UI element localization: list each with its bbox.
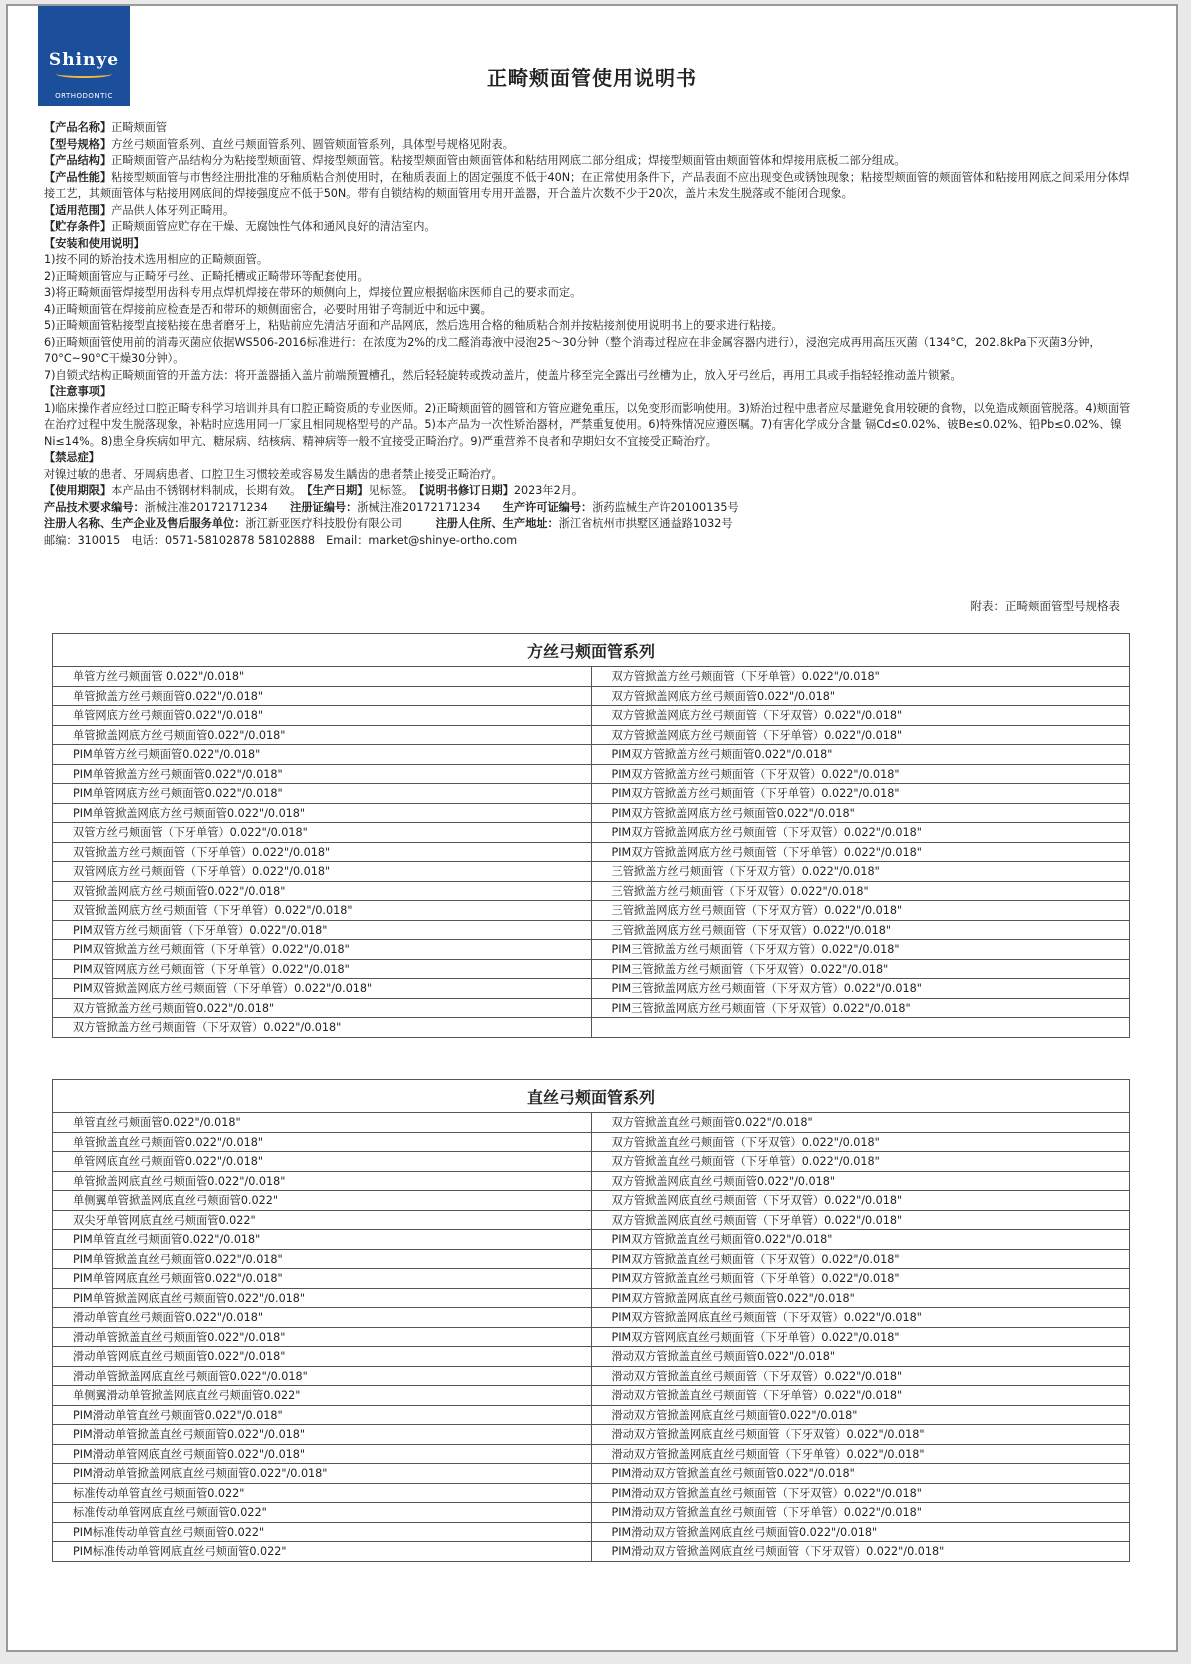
table-cell: 滑动单管掀盖网底直丝弓颊面管0.022"/0.018" <box>53 1366 592 1386</box>
table-cell: PIM滑动单管掀盖直丝弓颊面管0.022"/0.018" <box>53 1425 592 1445</box>
table-cell: 双尖牙单管网底直丝弓颊面管0.022" <box>53 1210 592 1230</box>
logo-brand: Shinye <box>48 50 120 70</box>
table-row <box>53 1522 1130 1542</box>
table-cell: 双管网底方丝弓颊面管（下牙单管）0.022"/0.018" <box>53 862 592 882</box>
table-row <box>53 842 1130 862</box>
table-cell: PIM标准传动单管直丝弓颊面管0.022" <box>53 1522 592 1542</box>
table-cell: PIM双方管网底直丝弓颊面管（下牙单管）0.022"/0.018" <box>591 1327 1130 1347</box>
table-cell <box>591 1018 1130 1038</box>
table-cell: PIM双管方丝弓颊面管（下牙单管）0.022"/0.018" <box>53 920 592 940</box>
shinye-logo <box>38 6 130 106</box>
table-cell: PIM双方管掀盖直丝弓颊面管（下牙单管）0.022"/0.018" <box>591 1269 1130 1289</box>
table-cell: PIM双管网底方丝弓颊面管（下牙单管）0.022"/0.018" <box>53 959 592 979</box>
table-row <box>53 1503 1130 1523</box>
table-cell: PIM单管网底直丝弓颊面管0.022"/0.018" <box>53 1269 592 1289</box>
table-cell: PIM双方管掀盖网底方丝弓颊面管（下牙单管）0.022"/0.018" <box>591 842 1130 862</box>
table-cell: 双管掀盖网底方丝弓颊面管0.022"/0.018" <box>53 881 592 901</box>
table-cell: 滑动双方管掀盖直丝弓颊面管（下牙双管）0.022"/0.018" <box>591 1366 1130 1386</box>
table-row <box>53 1113 1130 1133</box>
table-row <box>53 706 1130 726</box>
table-row <box>53 1171 1130 1191</box>
table-cell: 双管方丝弓颊面管（下牙单管）0.022"/0.018" <box>53 823 592 843</box>
table-cell: PIM三管掀盖网底方丝弓颊面管（下牙双方管）0.022"/0.018" <box>591 979 1130 999</box>
table-cell: PIM滑动双方管掀盖网底直丝弓颊面管0.022"/0.018" <box>591 1522 1130 1542</box>
table-cell: 单管方丝弓颊面管 0.022"/0.018" <box>53 667 592 687</box>
table-cell: 单管网底直丝弓颊面管0.022"/0.018" <box>53 1152 592 1172</box>
contra-heading: 【禁忌症】 <box>44 451 100 464</box>
table-cell: 单管掀盖网底直丝弓颊面管0.022"/0.018" <box>53 1171 592 1191</box>
appendix-caption: 附表：正畸颊面管型号规格表 <box>970 599 1120 613</box>
table-cell: 双方管掀盖网底直丝弓颊面管0.022"/0.018" <box>591 1171 1130 1191</box>
table-row <box>53 998 1130 1018</box>
section-structure: 【产品结构】正畸颊面管产品结构分为粘接型颊面管、焊接型颊面管。粘接型颊面管由颊面管体和粘结用网底二部分组成；焊接型颊面管由颊面管体和焊接用底板二部分组成。 <box>44 154 906 167</box>
table-row <box>53 881 1130 901</box>
table-cell: 双方管掀盖直丝弓颊面管0.022"/0.018" <box>591 1113 1130 1133</box>
table-row <box>53 1444 1130 1464</box>
table-cell: 双方管掀盖方丝弓颊面管0.022"/0.018" <box>53 998 592 1018</box>
install-item: 3)将正畸颊面管焊接型用齿科专用点焊机焊接在带环的颊侧向上，焊接位置应根据临床医师自己的要求而定。 <box>44 286 582 299</box>
table-cell: 双方管掀盖直丝弓颊面管（下牙双管）0.022"/0.018" <box>591 1132 1130 1152</box>
table-row <box>53 1152 1130 1172</box>
table-cell: PIM标准传动单管网底直丝弓颊面管0.022" <box>53 1542 592 1562</box>
table-row <box>53 1366 1130 1386</box>
table-cell: 滑动双方管掀盖直丝弓颊面管0.022"/0.018" <box>591 1347 1130 1367</box>
table-row <box>53 823 1130 843</box>
table-row <box>53 725 1130 745</box>
table-row <box>53 979 1130 999</box>
table-cell: 滑动双方管掀盖直丝弓颊面管（下牙单管）0.022"/0.018" <box>591 1386 1130 1406</box>
table-cell: PIM双方管掀盖网底直丝弓颊面管0.022"/0.018" <box>591 1288 1130 1308</box>
table-cell: PIM三管掀盖方丝弓颊面管（下牙双管）0.022"/0.018" <box>591 959 1130 979</box>
notes-heading: 【注意事项】 <box>44 385 112 398</box>
table-cell: 三管掀盖网底方丝弓颊面管（下牙双管）0.022"/0.018" <box>591 920 1130 940</box>
section-model: 【型号规格】方丝弓颊面管系列、直丝弓颊面管系列、圆管颊面管系列，具体型号规格见附表。 <box>44 137 514 151</box>
table-cell: 滑动单管掀盖直丝弓颊面管0.022"/0.018" <box>53 1327 592 1347</box>
table-row <box>53 1210 1130 1230</box>
table-row <box>53 920 1130 940</box>
table-cell: 单管直丝弓颊面管0.022"/0.018" <box>53 1113 592 1133</box>
table-cell: PIM单管方丝弓颊面管0.022"/0.018" <box>53 745 592 765</box>
table-row <box>53 745 1130 765</box>
table-title: 直丝弓颊面管系列 <box>53 1080 1130 1113</box>
table-cell: 单侧翼滑动单管掀盖网底直丝弓颊面管0.022" <box>53 1386 592 1406</box>
table-row <box>53 1425 1130 1445</box>
table-cell: 三管掀盖方丝弓颊面管（下牙双管）0.022"/0.018" <box>591 881 1130 901</box>
table-row <box>53 1230 1130 1250</box>
notes-text: 1)临床操作者应经过口腔正畸专科学习培训并具有口腔正畸资质的专业医师。2)正畸颊面管的圆管和方管应避免重压，以免变形而影响使用。3)矫治过程中患者应尽量避免食用较硬的食物，以免造成颊面管脱落。4)颊面管在治疗过程中发生脱落现象，补粘时应选用同一厂家且相同规格型号的产品。5)本产品为一次性矫治器材，严禁重复使用。6)特殊情况应遵医嘱。7)有害化学成分含量 镉Cd≤0.02%、铍Be≤0.02%、铅Pb≤0.02%、镍Ni≤14%。8)患全身疾病如甲亢、糖尿病、结核病、精神病等一般不宜接受正畸治疗。9)严重营养不良者和孕期妇女不宜接受正畸治疗。 <box>44 401 1131 448</box>
table-cell: 单管网底方丝弓颊面管0.022"/0.018" <box>53 706 592 726</box>
table-cell: PIM双方管掀盖方丝弓颊面管0.022"/0.018" <box>591 745 1130 765</box>
table-cell: PIM单管掀盖网底方丝弓颊面管0.022"/0.018" <box>53 803 592 823</box>
table-row <box>53 1132 1130 1152</box>
table-cell: 双管掀盖方丝弓颊面管（下牙单管）0.022"/0.018" <box>53 842 592 862</box>
table-cell: PIM单管掀盖方丝弓颊面管0.022"/0.018" <box>53 764 592 784</box>
table-cell: PIM双管掀盖方丝弓颊面管（下牙单管）0.022"/0.018" <box>53 940 592 960</box>
table-cell: PIM单管直丝弓颊面管0.022"/0.018" <box>53 1230 592 1250</box>
install-item: 7)自锁式结构正畸颊面管的开盖方法：将开盖器插入盖片前端预置槽孔，然后轻轻旋转或拨动盖片，使盖片移至完全露出弓丝槽为止，放入牙弓丝后，再用工具或手指轻轻推动盖片锁紧。 <box>44 368 962 382</box>
table-cell: 滑动单管直丝弓颊面管0.022"/0.018" <box>53 1308 592 1328</box>
table-row <box>53 959 1130 979</box>
table-cell: PIM滑动双方管掀盖网底直丝弓颊面管（下牙双管）0.022"/0.018" <box>591 1542 1130 1562</box>
table-cell: PIM双管掀盖网底方丝弓颊面管（下牙单管）0.022"/0.018" <box>53 979 592 999</box>
table-row <box>53 940 1130 960</box>
table-cell: PIM单管掀盖直丝弓颊面管0.022"/0.018" <box>53 1249 592 1269</box>
table-row <box>53 862 1130 882</box>
install-item: 4)正畸颊面管在焊接前应检查是否和带环的颊侧面密合，必要时用钳子弯制近中和远中翼。 <box>44 302 492 316</box>
table-cell: 双方管掀盖网底方丝弓颊面管（下牙单管）0.022"/0.018" <box>591 725 1130 745</box>
company-line: 注册人名称、生产企业及售后服务单位：浙江新亚医疗科技股份有限公司 注册人住所、生产地址：浙江省杭州市拱墅区通益路1032号 <box>44 517 733 530</box>
table-cell: PIM双方管掀盖网底方丝弓颊面管（下牙双管）0.022"/0.018" <box>591 823 1130 843</box>
table-cell: 滑动双方管掀盖网底直丝弓颊面管0.022"/0.018" <box>591 1405 1130 1425</box>
table-cell: 滑动双方管掀盖网底直丝弓颊面管（下牙单管）0.022"/0.018" <box>591 1444 1130 1464</box>
table-row <box>53 1191 1130 1211</box>
table-cell: 滑动单管网底直丝弓颊面管0.022"/0.018" <box>53 1347 592 1367</box>
contact-line: 邮编：310015 电话：0571-58102878 58102888 Email：market@shinye-ortho.com <box>44 533 518 547</box>
table-cell: PIM双方管掀盖方丝弓颊面管（下牙单管）0.022"/0.018" <box>591 784 1130 804</box>
table-cell: 标准传动单管网底直丝弓颊面管0.022" <box>53 1503 592 1523</box>
table-row <box>53 1249 1130 1269</box>
table-row <box>53 686 1130 706</box>
square-wire-table <box>52 633 1130 1038</box>
table-row <box>53 764 1130 784</box>
table-cell: PIM滑动双方管掀盖直丝弓颊面管（下牙双管）0.022"/0.018" <box>591 1483 1130 1503</box>
table-cell: PIM双方管掀盖方丝弓颊面管（下牙双管）0.022"/0.018" <box>591 764 1130 784</box>
table-cell: PIM双方管掀盖网底直丝弓颊面管（下牙双管）0.022"/0.018" <box>591 1308 1130 1328</box>
table-cell: PIM双方管掀盖网底方丝弓颊面管0.022"/0.018" <box>591 803 1130 823</box>
section-performance: 【产品性能】粘接型颊面管与市售经注册批准的牙釉质粘合剂使用时，在釉质表面上的固定强度不低于40N；在正常使用条件下，产品表面不应出现变色或锈蚀现象；粘接型颊面管的颊面管体和粘接用网底之间采用分体焊接工艺，其颊面管体与粘接用网底间的焊接强度应不低于50N。带有自锁结构的颊面管用专用开盖器，开合盖片次数不少于20次，盖片未发生脱落或不能闭合现象。 <box>44 170 1130 200</box>
table-cell: PIM三管掀盖方丝弓颊面管（下牙双方管）0.022"/0.018" <box>591 940 1130 960</box>
straight-wire-table <box>52 1079 1130 1562</box>
table-cell: 三管掀盖方丝弓颊面管（下牙双方管）0.022"/0.018" <box>591 862 1130 882</box>
table-cell: 双方管掀盖直丝弓颊面管（下牙单管）0.022"/0.018" <box>591 1152 1130 1172</box>
table-row <box>53 1018 1130 1038</box>
table-row <box>53 1483 1130 1503</box>
document-title: 正畸颊面管使用说明书 <box>487 66 697 90</box>
table-cell: 双方管掀盖方丝弓颊面管（下牙单管）0.022"/0.018" <box>591 667 1130 687</box>
table-cell: PIM滑动单管直丝弓颊面管0.022"/0.018" <box>53 1405 592 1425</box>
contra-text: 对镍过敏的患者、牙周病患者、口腔卫生习惯较差或容易发生龋齿的患者禁止接受正畸治疗。 <box>44 467 503 481</box>
table-cell: PIM滑动单管掀盖网底直丝弓颊面管0.022"/0.018" <box>53 1464 592 1484</box>
table-cell: PIM单管掀盖网底直丝弓颊面管0.022"/0.018" <box>53 1288 592 1308</box>
section-scope: 【适用范围】产品供人体牙列正畸用。 <box>44 203 235 217</box>
table-cell: 单管掀盖方丝弓颊面管0.022"/0.018" <box>53 686 592 706</box>
table-row <box>53 1347 1130 1367</box>
section-product-name: 【产品名称】正畸颊面管 <box>44 121 168 134</box>
table-row <box>53 667 1130 687</box>
table-row <box>53 1405 1130 1425</box>
table-cell: 单管掀盖网底方丝弓颊面管0.022"/0.018" <box>53 725 592 745</box>
table-cell: 双方管掀盖方丝弓颊面管（下牙双管）0.022"/0.018" <box>53 1018 592 1038</box>
table-row <box>53 1269 1130 1289</box>
table-row <box>53 803 1130 823</box>
table-cell: 双方管掀盖网底方丝弓颊面管0.022"/0.018" <box>591 686 1130 706</box>
table-cell: PIM三管掀盖网底方丝弓颊面管（下牙双管）0.022"/0.018" <box>591 998 1130 1018</box>
table-cell: PIM双方管掀盖直丝弓颊面管0.022"/0.018" <box>591 1230 1130 1250</box>
table-row <box>53 1464 1130 1484</box>
install-item: 1)按不同的矫治技术选用相应的正畸颊面管。 <box>44 253 269 266</box>
install-item: 6)正畸颊面管使用前的消毒灭菌应依据WS506-2016标准进行：在浓度为2%的戊二醛消毒液中浸泡25～30分钟（整个消毒过程应在非金属容器内进行），浸泡完成再用高压灭菌（134°C，202.8kPa下灭菌3分钟，70°C~90°C干燥30分钟）。 <box>44 335 1101 365</box>
table-cell: 滑动双方管掀盖网底直丝弓颊面管（下牙双管）0.022"/0.018" <box>591 1425 1130 1445</box>
table-row <box>53 784 1130 804</box>
table-cell: 单管掀盖直丝弓颊面管0.022"/0.018" <box>53 1132 592 1152</box>
registration-line: 产品技术要求编号：浙械注准20172171234 注册证编号：浙械注准20172171234 生产许可证编号：浙药监械生产许20100135号 <box>44 500 739 514</box>
install-heading: 【安装和使用说明】 <box>44 236 145 250</box>
document-page <box>6 4 1178 1652</box>
table-row <box>53 1308 1130 1328</box>
table-cell: 双方管掀盖网底直丝弓颊面管（下牙单管）0.022"/0.018" <box>591 1210 1130 1230</box>
install-item: 2)正畸颊面管应与正畸牙弓丝、正畸托槽或正畸带环等配套使用。 <box>44 269 369 283</box>
table-cell: PIM滑动双方管掀盖直丝弓颊面管0.022"/0.018" <box>591 1464 1130 1484</box>
table-cell: 标准传动单管直丝弓颊面管0.022" <box>53 1483 592 1503</box>
table-row <box>53 1542 1130 1562</box>
table-cell: 双方管掀盖网底直丝弓颊面管（下牙双管）0.022"/0.018" <box>591 1191 1130 1211</box>
table-row <box>53 1386 1130 1406</box>
table-cell: 单侧翼单管掀盖网底直丝弓颊面管0.022" <box>53 1191 592 1211</box>
usage-line: 【使用期限】本产品由不锈钢材料制成，长期有效。 【生产日期】见标签。 【说明书修订日期】2023年2月。 <box>44 484 584 497</box>
install-item: 5)正畸颊面管粘接型直接粘接在患者磨牙上，粘贴前应先清洁牙面和产品网底，然后选用合格的釉质粘合剂并按粘接剂使用说明书上的要求进行粘接。 <box>44 319 783 332</box>
table-cell: PIM单管网底方丝弓颊面管0.022"/0.018" <box>53 784 592 804</box>
table-row <box>53 901 1130 921</box>
table-cell: PIM滑动单管网底直丝弓颊面管0.022"/0.018" <box>53 1444 592 1464</box>
table-title: 方丝弓颊面管系列 <box>53 634 1130 667</box>
logo-subtitle: ORTHODONTIC <box>55 92 113 100</box>
table-cell: 双管掀盖网底方丝弓颊面管（下牙单管）0.022"/0.018" <box>53 901 592 921</box>
instructions-body <box>44 120 1134 549</box>
table-cell: 双方管掀盖网底方丝弓颊面管（下牙双管）0.022"/0.018" <box>591 706 1130 726</box>
table-cell: 三管掀盖网底方丝弓颊面管（下牙双方管）0.022"/0.018" <box>591 901 1130 921</box>
section-storage: 【贮存条件】正畸颊面管应贮存在干燥、无腐蚀性气体和通风良好的清洁室内。 <box>44 220 436 233</box>
table-cell: PIM滑动双方管掀盖直丝弓颊面管（下牙单管）0.022"/0.018" <box>591 1503 1130 1523</box>
table-cell: PIM双方管掀盖直丝弓颊面管（下牙双管）0.022"/0.018" <box>591 1249 1130 1269</box>
table-row <box>53 1327 1130 1347</box>
table-row <box>53 1288 1130 1308</box>
